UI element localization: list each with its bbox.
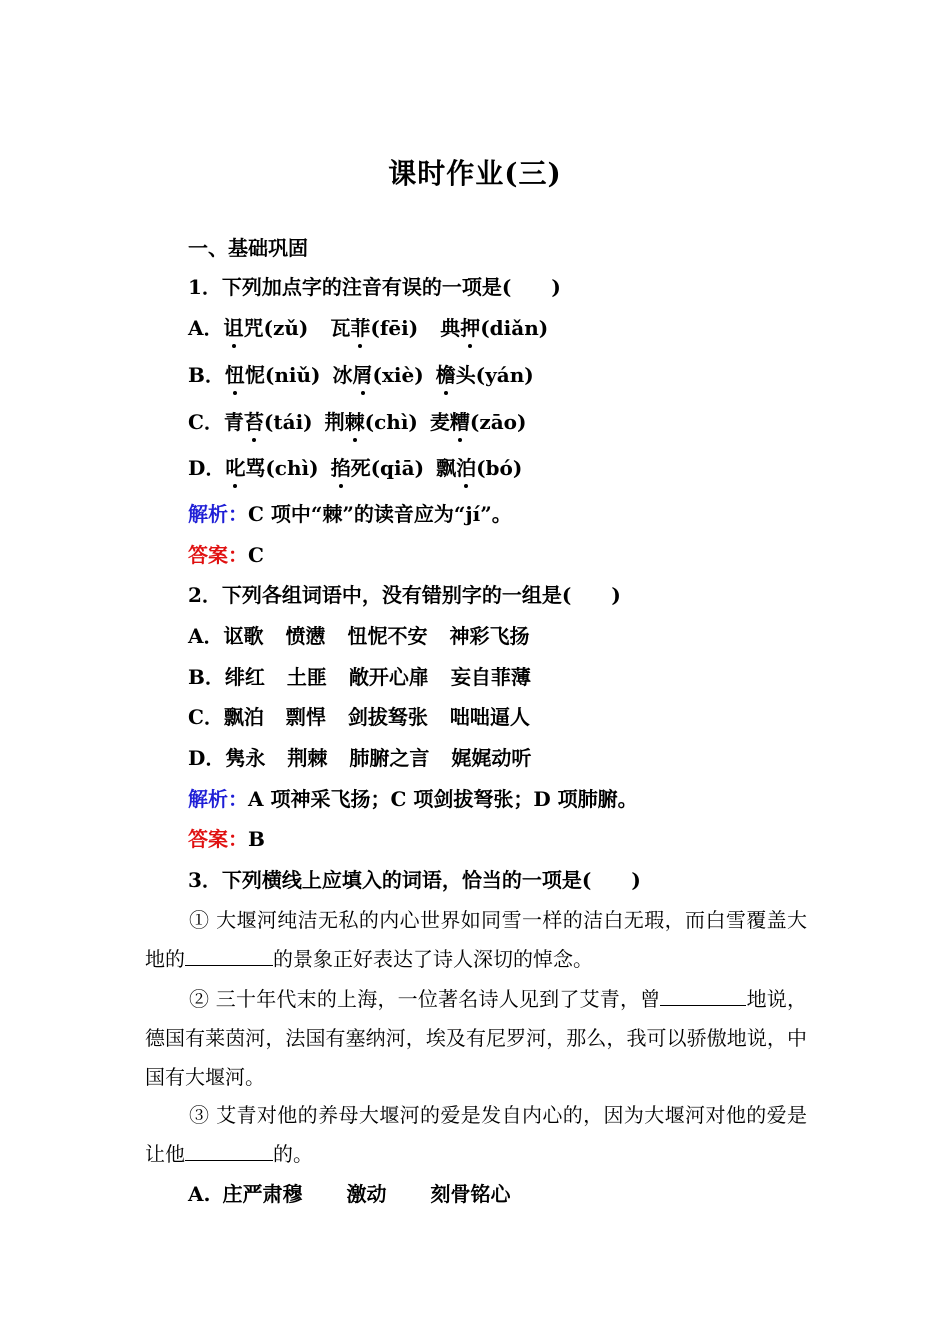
option-word: 刻骨铭心 [430, 1182, 511, 1206]
analysis-text: A 项神采飞扬；C 项剑拔弩张；D 项肺腑。 [248, 787, 638, 811]
option-word: 愤懑 [285, 624, 326, 648]
q3-passage-1 [145, 901, 807, 979]
option-label: A． [188, 316, 224, 340]
dotted-char: 诅 [223, 316, 244, 340]
dotted-char: 苔 [243, 410, 264, 434]
dotted-char: 糟 [449, 410, 470, 434]
answer-text: C [248, 543, 264, 567]
option-word: 娓娓动听 [451, 746, 532, 770]
option-label: D． [188, 456, 226, 480]
option-word: 飘泊 [223, 705, 264, 729]
option-word: 妄自菲薄 [450, 665, 531, 689]
option-word: 忸怩不安 [347, 624, 428, 648]
q1-option-b [188, 361, 534, 389]
dotted-char: 菲 [350, 316, 371, 340]
option-word: 神彩飞扬 [449, 624, 530, 648]
option-word: 讴歌 [223, 624, 264, 648]
fill-blank [660, 985, 746, 1006]
q2-option-a [188, 622, 530, 650]
q1-answer [188, 541, 264, 569]
question-3-stem: 3．下列横线上应填入的词语，恰当的一项是( ) [188, 868, 641, 892]
q1-analysis [188, 500, 512, 528]
passage-text: 地说，德国有莱茵河，法国有塞纳河，埃及有尼罗河，那么，我可以骄傲地说，中国有大堰河。 [145, 987, 808, 1089]
option-text: 咒(zǔ) [243, 316, 309, 340]
option-text: (zāo) [469, 410, 527, 434]
option-text: 死(qiā) [350, 456, 425, 480]
option-word: 咄咄逼人 [449, 705, 530, 729]
q3-passage-2 [145, 980, 807, 1097]
q2-option-c [188, 703, 530, 731]
q1-option-a [188, 314, 548, 342]
q1-option-c [188, 408, 527, 436]
q3-passage-3 [145, 1096, 807, 1174]
dotted-char: 掐 [330, 456, 351, 480]
option-text: 怩(niǔ) [244, 363, 321, 387]
option-text: (bó) [476, 456, 523, 480]
dotted-char: 泊 [456, 456, 477, 480]
option-text: 青 [223, 410, 244, 434]
q1-option-d [188, 454, 522, 482]
option-text: 飘 [436, 456, 457, 480]
answer-text: B [248, 827, 265, 851]
fill-blank [185, 945, 273, 966]
option-word: 隽永 [225, 746, 266, 770]
page-title: 课时作业(三) [388, 157, 562, 190]
option-label: B． [188, 363, 225, 387]
q2-option-d [188, 744, 531, 772]
option-word: 绯红 [224, 665, 265, 689]
dotted-char: 檐 [435, 363, 456, 387]
dotted-char: 屑 [352, 363, 373, 387]
passage-text: ① 大堰河纯洁无私的内心世界如同雪一样的洁白无瑕，而白雪覆盖大地的 [145, 908, 807, 971]
option-word: 剽悍 [285, 705, 326, 729]
option-label: C． [188, 410, 224, 434]
option-label: D． [188, 746, 226, 770]
q2-analysis [188, 785, 638, 813]
analysis-label: 解析： [188, 787, 248, 811]
option-word: 荆棘 [287, 746, 328, 770]
option-word: 肺腑之言 [349, 746, 430, 770]
dotted-char: 棘 [344, 410, 365, 434]
analysis-label: 解析： [188, 502, 248, 526]
option-label: B． [188, 665, 225, 689]
option-word: 庄严肃穆 [222, 1182, 303, 1206]
option-word: 剑拔驽张 [347, 705, 428, 729]
answer-label: 答案： [188, 827, 248, 851]
option-text: 麦 [429, 410, 450, 434]
dotted-char: 叱 [225, 456, 246, 480]
q3-option-a [188, 1180, 510, 1208]
question-1-stem: 1．下列加点字的注音有误的一项是( ) [188, 275, 561, 299]
option-text: 骂(chì) [245, 456, 319, 480]
option-text: 瓦 [330, 316, 351, 340]
option-word: 激动 [346, 1182, 387, 1206]
answer-label: 答案： [188, 543, 248, 567]
option-text: 荆 [324, 410, 345, 434]
option-label: A． [188, 624, 224, 648]
option-word: 土匪 [286, 665, 327, 689]
fill-blank [185, 1140, 273, 1161]
option-text: 冰 [332, 363, 353, 387]
option-label: A. [188, 1182, 211, 1206]
passage-text: 的景象正好表达了诗人深切的悼念。 [273, 947, 593, 971]
option-text: (diǎn) [480, 316, 549, 340]
question-2-stem: 2．下列各组词语中，没有错别字的一组是( ) [188, 583, 621, 607]
option-text: (tái) [263, 410, 313, 434]
passage-text: 的。 [273, 1142, 313, 1166]
option-text: (chì) [364, 410, 418, 434]
dotted-char: 押 [460, 316, 481, 340]
q2-answer [188, 825, 265, 853]
option-label: C． [188, 705, 224, 729]
dotted-char: 忸 [224, 363, 245, 387]
section-heading: 一、基础巩固 [188, 236, 308, 260]
option-text: (xiè) [372, 363, 424, 387]
option-text: (fēi) [370, 316, 419, 340]
q2-option-b [188, 663, 531, 691]
option-text: 典 [440, 316, 461, 340]
option-word: 敞开心扉 [348, 665, 429, 689]
passage-text: ② 三十年代末的上海，一位著名诗人见到了艾青，曾 [189, 987, 661, 1011]
passage-text: ③ 艾青对他的养母大堰河的爱是发自内心的，因为大堰河对他的爱是让他 [145, 1103, 807, 1166]
option-text: 头(yán) [455, 363, 534, 387]
analysis-text: C 项中“棘”的读音应为“jí”。 [248, 502, 512, 526]
